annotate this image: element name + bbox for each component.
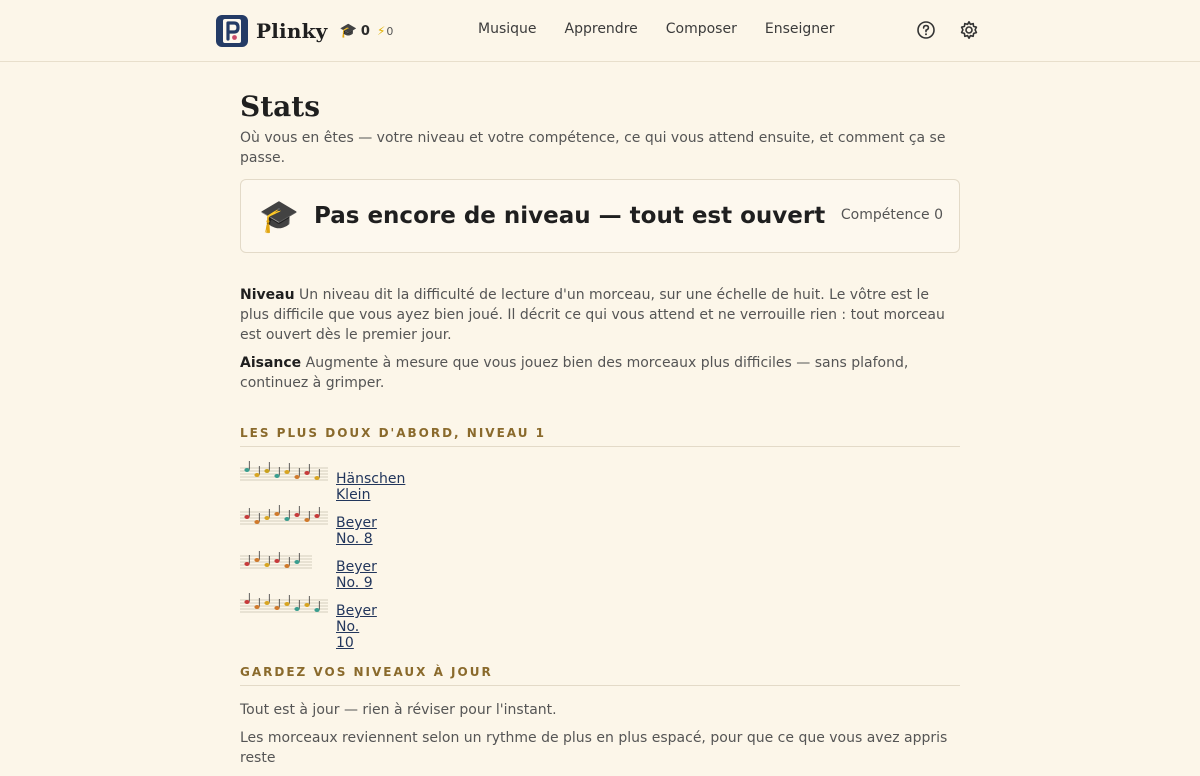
note-mark	[294, 553, 299, 564]
nav-composer[interactable]: Composer	[665, 21, 737, 37]
note-mark	[244, 461, 249, 472]
score-thumbnail	[240, 592, 328, 618]
header-tools	[916, 20, 979, 40]
explanations	[240, 285, 960, 401]
explanation-term: Aisance	[240, 355, 302, 371]
main-nav	[478, 21, 835, 37]
piece-link[interactable]: Beyer No. 9	[336, 559, 377, 591]
note-mark	[254, 551, 259, 562]
note-mark	[264, 462, 269, 473]
note-mark	[244, 555, 249, 566]
note-mark	[274, 552, 279, 563]
gentlest-heading: LES PLUS DOUX D'ABORD, NIVEAU 1	[240, 426, 960, 447]
page-subtitle: Où vous en êtes — votre niveau et votre compétence, ce qui vous attend ensuite, et comment ça se passe.	[240, 130, 946, 166]
competence-label: Compétence 0	[840, 207, 943, 223]
note-mark	[274, 599, 279, 610]
logo-mark	[220, 17, 244, 45]
score-thumbnail	[240, 504, 328, 530]
note-mark	[304, 511, 309, 522]
explanation-text: Un niveau dit la difficulté de lecture d'un morceau, sur une échelle de huit. Le vôtre est le plus difficile que vous ayez bien joué. Il décrit ce qui vous attend et ne verrouille rien : tout morceau est ouvert dès le premier jour.	[240, 287, 945, 343]
note-mark	[264, 509, 269, 520]
note-mark	[314, 507, 319, 518]
review-section	[240, 700, 960, 776]
level-count: 0	[360, 23, 370, 39]
competence-count: 0	[386, 24, 394, 38]
app-name: Plinky	[256, 19, 328, 43]
note-mark	[294, 468, 299, 479]
note-mark	[304, 464, 309, 475]
level-card	[240, 179, 960, 253]
help-circle-icon[interactable]	[916, 20, 936, 40]
piece-link[interactable]: Beyer No. 8	[336, 515, 377, 547]
note-mark	[274, 467, 279, 478]
note-mark	[304, 596, 309, 607]
graduation-cap-icon: 🎓	[259, 197, 299, 235]
stats-page	[240, 88, 960, 766]
piece-link[interactable]: Hänschen Klein	[336, 471, 406, 503]
score-thumbnail	[240, 460, 328, 486]
note-mark	[244, 593, 249, 604]
page-title: Stats	[240, 90, 320, 123]
gear-icon[interactable]	[959, 20, 979, 40]
explanation-term: Niveau	[240, 287, 295, 303]
status-counters[interactable]	[339, 23, 393, 39]
explanation-niveau	[240, 285, 960, 345]
review-heading: GARDEZ VOS NIVEAUX À JOUR	[240, 665, 960, 686]
note-mark	[294, 600, 299, 611]
note-mark	[244, 508, 249, 519]
explanation-text: Augmente à mesure que vous jouez bien des morceaux plus difficiles — sans plafond, continuez à grimper.	[240, 355, 909, 391]
review-status: Tout est à jour — rien à réviser pour l'instant.	[240, 702, 557, 718]
nav-enseigner[interactable]: Enseigner	[764, 21, 835, 37]
note-mark	[264, 594, 269, 605]
lightning-icon: ⚡	[376, 24, 386, 38]
plinky-logo[interactable]	[216, 15, 248, 47]
note-mark	[264, 556, 269, 567]
note-mark	[284, 595, 289, 606]
review-note: Les morceaux reviennent selon un rythme de plus en plus espacé, pour que ce que vous avez appris reste	[240, 730, 948, 766]
score-thumbnail	[240, 548, 328, 574]
brand[interactable]	[216, 15, 393, 47]
level-card-title: Pas encore de niveau — tout est ouvert	[314, 203, 826, 229]
graduation-cap-icon: 🎓	[339, 23, 357, 39]
nav-apprendre[interactable]: Apprendre	[564, 21, 638, 37]
piece-link[interactable]: Beyer No. 10	[336, 603, 377, 651]
nav-musique[interactable]: Musique	[478, 21, 537, 37]
note-mark	[274, 505, 279, 516]
note-mark	[294, 506, 299, 517]
top-bar	[0, 0, 1200, 62]
note-mark	[284, 463, 289, 474]
explanation-aisance	[240, 353, 960, 393]
